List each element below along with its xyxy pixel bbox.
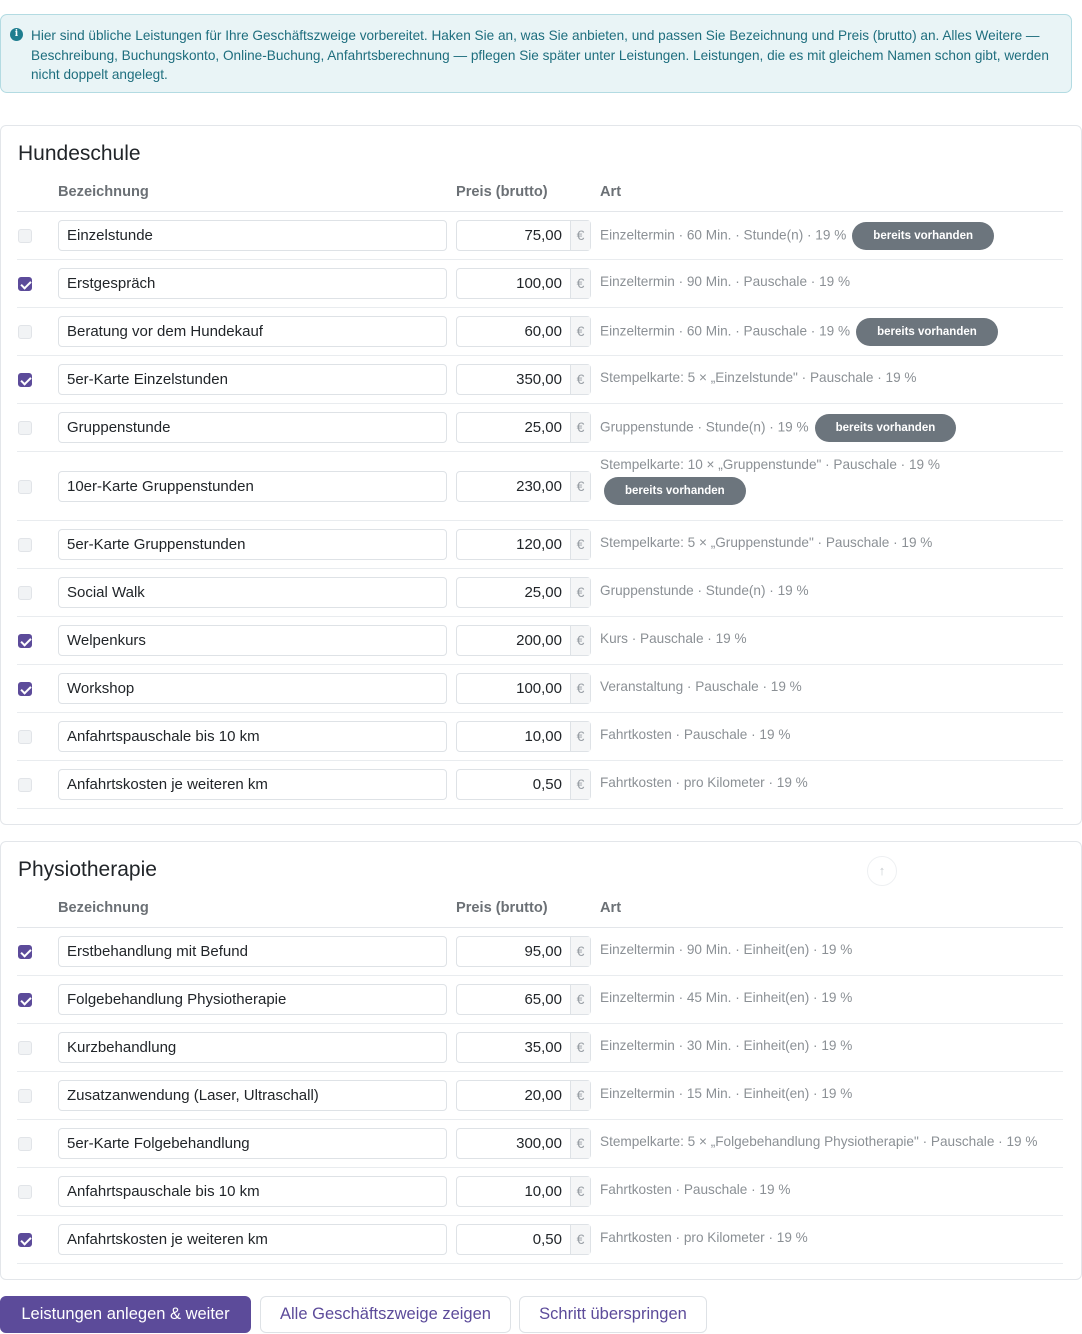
service-art [600, 453, 1063, 505]
service-checkbox[interactable] [18, 1089, 32, 1103]
price-field [456, 1080, 591, 1111]
price-field [456, 471, 591, 502]
service-checkbox[interactable] [18, 778, 32, 792]
price-field [456, 529, 591, 560]
price-field [456, 984, 591, 1015]
service-name-input[interactable] [58, 471, 447, 502]
service-art [600, 1034, 1063, 1058]
service-name-input[interactable] [58, 364, 447, 395]
service-name-input[interactable] [58, 625, 447, 656]
service-art-text: Stempelkarte: 10 × „Gruppenstunde" · Pauschale · 19 % [600, 457, 940, 472]
service-art-text: Stempelkarte: 5 × „Gruppenstunde" · Pauschale · 19 % [600, 535, 933, 550]
service-art [600, 938, 1063, 962]
euro-addon: € [570, 937, 590, 966]
price-field [456, 268, 591, 299]
price-input[interactable] [457, 937, 570, 966]
service-art [600, 771, 1063, 795]
column-header-price: Preis (brutto) [456, 900, 548, 916]
info-text: Hier sind übliche Leistungen für Ihre Geschäftszweige vorbereitet. Haken Sie an, was Sie anbieten, und passen Sie Bezeichnung und Preis (brutto) an. Alles Weitere — Beschreibung, Buchungskonto, Online-Buchung, Anfahrtsberechnung — pflegen Sie später unter Leistungen. Leistungen, die es mit gleichem Namen schon gibt, werden nicht doppelt angelegt. [31, 28, 1049, 83]
euro-addon: € [570, 1177, 590, 1206]
service-art [600, 222, 1063, 250]
already-exists-badge: bereits vorhanden [852, 222, 994, 250]
service-name-input[interactable] [58, 220, 447, 251]
price-input[interactable] [457, 221, 570, 250]
service-art-text: Einzeltermin · 30 Min. · Einheit(en) · 19 % [600, 1038, 853, 1053]
service-checkbox[interactable] [18, 682, 32, 696]
service-row [17, 1216, 1063, 1264]
service-name-input[interactable] [58, 529, 447, 560]
price-input[interactable] [457, 269, 570, 298]
service-name-input[interactable] [58, 1176, 447, 1207]
price-input[interactable] [457, 626, 570, 655]
price-field [456, 364, 591, 395]
service-art-text: Fahrtkosten · pro Kilometer · 19 % [600, 1230, 808, 1245]
service-name-input[interactable] [58, 1224, 447, 1255]
euro-addon: € [570, 365, 590, 394]
price-field [456, 625, 591, 656]
service-art [600, 723, 1063, 747]
service-checkbox[interactable] [18, 945, 32, 959]
service-checkbox[interactable] [18, 373, 32, 387]
already-exists-badge: bereits vorhanden [604, 477, 746, 505]
price-input[interactable] [457, 578, 570, 607]
euro-addon: € [570, 317, 590, 346]
service-checkbox[interactable] [18, 1185, 32, 1199]
price-input[interactable] [457, 722, 570, 751]
section-title: Physiotherapie [18, 858, 157, 881]
service-name-input[interactable] [58, 316, 447, 347]
service-art-text: Einzeltermin · 90 Min. · Einheit(en) · 19 % [600, 942, 853, 957]
price-input[interactable] [457, 674, 570, 703]
service-row [17, 976, 1063, 1024]
service-name-input[interactable] [58, 1128, 447, 1159]
service-checkbox[interactable] [18, 277, 32, 291]
service-art [600, 531, 1063, 555]
service-art-text: Fahrtkosten · Pauschale · 19 % [600, 1182, 791, 1197]
service-art-text: Kurs · Pauschale · 19 % [600, 631, 747, 646]
price-input[interactable] [457, 1225, 570, 1254]
info-alert [0, 14, 1072, 93]
price-field [456, 1032, 591, 1063]
column-header-name: Bezeichnung [58, 900, 149, 916]
service-checkbox[interactable] [18, 1137, 32, 1151]
service-art-text: Einzeltermin · 15 Min. · Einheit(en) · 19 % [600, 1086, 853, 1101]
service-row [17, 452, 1063, 521]
service-checkbox[interactable] [18, 480, 32, 494]
service-name-input[interactable] [58, 577, 447, 608]
service-name-input[interactable] [58, 1080, 447, 1111]
service-checkbox[interactable] [18, 634, 32, 648]
euro-addon: € [570, 1129, 590, 1158]
service-name-input[interactable] [58, 1032, 447, 1063]
service-checkbox[interactable] [18, 325, 32, 339]
euro-addon: € [570, 674, 590, 703]
service-art-text: Einzeltermin · 45 Min. · Einheit(en) · 19 % [600, 990, 853, 1005]
euro-addon: € [570, 472, 590, 501]
service-checkbox[interactable] [18, 586, 32, 600]
section-title: Hundeschule [18, 142, 141, 165]
service-row [17, 260, 1063, 308]
euro-addon: € [570, 722, 590, 751]
column-header-art: Art [600, 184, 622, 200]
service-name-input[interactable] [58, 721, 447, 752]
service-art [600, 1082, 1063, 1106]
service-name-input[interactable] [58, 984, 447, 1015]
euro-addon: € [570, 1081, 590, 1110]
service-row [17, 1120, 1063, 1168]
service-row [17, 1072, 1063, 1120]
euro-addon: € [570, 530, 590, 559]
service-art-text: Einzeltermin · 90 Min. · Pauschale · 19 % [600, 274, 851, 289]
column-header-art: Art [600, 900, 622, 916]
service-row [17, 761, 1063, 809]
service-name-input[interactable] [58, 936, 447, 967]
service-art [600, 270, 1063, 294]
service-name-input[interactable] [58, 673, 447, 704]
price-field [456, 577, 591, 608]
price-field [456, 316, 591, 347]
section-card-hundeschule [0, 125, 1082, 825]
service-art-text: Einzeltermin · 60 Min. · Stunde(n) · 19 % [600, 227, 847, 243]
price-input[interactable] [457, 770, 570, 799]
price-input[interactable] [457, 1033, 570, 1062]
service-checkbox[interactable] [18, 1041, 32, 1055]
price-input[interactable] [457, 985, 570, 1014]
section-card-physiotherapie [0, 841, 1082, 1280]
price-input[interactable] [457, 530, 570, 559]
service-art [600, 414, 1063, 442]
service-name-input[interactable] [58, 268, 447, 299]
service-checkbox[interactable] [18, 538, 32, 552]
service-checkbox[interactable] [18, 730, 32, 744]
euro-addon: € [570, 985, 590, 1014]
service-row [17, 713, 1063, 761]
price-input[interactable] [457, 1177, 570, 1206]
service-art-text: Fahrtkosten · pro Kilometer · 19 % [600, 775, 808, 790]
service-row [17, 1024, 1063, 1072]
service-row [17, 308, 1063, 356]
price-field [456, 1176, 591, 1207]
service-checkbox[interactable] [18, 421, 32, 435]
service-art [600, 986, 1063, 1010]
service-art [600, 675, 1063, 699]
price-field [456, 220, 591, 251]
service-art [600, 627, 1063, 651]
service-checkbox[interactable] [18, 993, 32, 1007]
service-row [17, 356, 1063, 404]
euro-addon: € [570, 269, 590, 298]
service-art-text: Stempelkarte: 5 × „Folgebehandlung Physiotherapie" · Pauschale · 19 % [600, 1134, 1038, 1149]
service-art-text: Fahrtkosten · Pauschale · 19 % [600, 727, 791, 742]
price-field [456, 412, 591, 443]
service-name-input[interactable] [58, 412, 447, 443]
price-input[interactable] [457, 317, 570, 346]
service-art [600, 318, 1063, 346]
column-header-name: Bezeichnung [58, 184, 149, 200]
create-services-button[interactable]: Leistungen anlegen & weiter [0, 1296, 251, 1333]
price-input[interactable] [457, 365, 570, 394]
service-row [17, 665, 1063, 713]
euro-addon: € [570, 626, 590, 655]
price-field [456, 936, 591, 967]
service-art-text: Stempelkarte: 5 × „Einzelstunde" · Pauschale · 19 % [600, 370, 917, 385]
service-art [600, 1178, 1063, 1202]
euro-addon: € [570, 578, 590, 607]
info-circle-icon: i [10, 28, 23, 41]
price-input[interactable] [457, 472, 570, 501]
service-art-text: Gruppenstunde · Stunde(n) · 19 % [600, 419, 809, 435]
already-exists-badge: bereits vorhanden [856, 318, 998, 346]
price-field [456, 721, 591, 752]
price-field [456, 673, 591, 704]
euro-addon: € [570, 221, 590, 250]
arrow-up-icon[interactable]: ↑ [867, 856, 897, 886]
euro-addon: € [570, 413, 590, 442]
service-row [17, 928, 1063, 976]
service-row [17, 1168, 1063, 1216]
service-row [17, 569, 1063, 617]
service-art [600, 366, 1063, 390]
show-all-branches-button[interactable]: Alle Geschäftszweige zeigen [260, 1296, 511, 1333]
service-row [17, 212, 1063, 260]
service-art [600, 579, 1063, 603]
service-checkbox[interactable] [18, 1233, 32, 1247]
price-input[interactable] [457, 1129, 570, 1158]
price-input[interactable] [457, 413, 570, 442]
service-row [17, 404, 1063, 452]
service-art-text: Veranstaltung · Pauschale · 19 % [600, 679, 802, 694]
service-checkbox[interactable] [18, 229, 32, 243]
already-exists-badge: bereits vorhanden [815, 414, 957, 442]
euro-addon: € [570, 1033, 590, 1062]
price-field [456, 1128, 591, 1159]
skip-step-button[interactable]: Schritt überspringen [519, 1296, 707, 1333]
service-art-text: Gruppenstunde · Stunde(n) · 19 % [600, 583, 809, 598]
euro-addon: € [570, 1225, 590, 1254]
price-input[interactable] [457, 1081, 570, 1110]
service-art [600, 1130, 1063, 1154]
euro-addon: € [570, 770, 590, 799]
price-field [456, 769, 591, 800]
column-header-price: Preis (brutto) [456, 184, 548, 200]
service-row [17, 521, 1063, 569]
service-art [600, 1226, 1063, 1250]
service-art-text: Einzeltermin · 60 Min. · Pauschale · 19 % [600, 323, 851, 339]
price-field [456, 1224, 591, 1255]
service-row [17, 617, 1063, 665]
service-name-input[interactable] [58, 769, 447, 800]
